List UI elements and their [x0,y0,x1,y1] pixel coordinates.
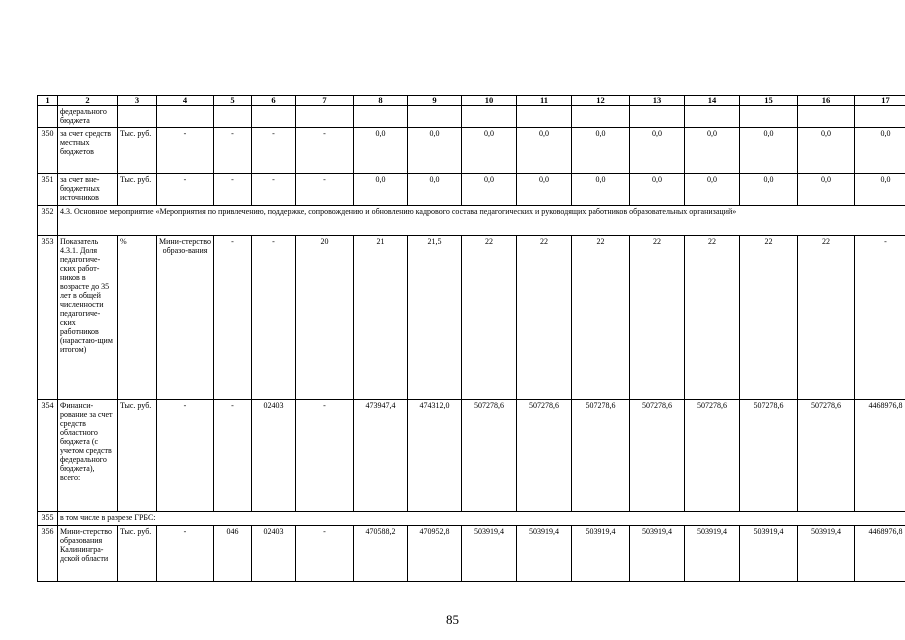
value-cell: 507278,6 [740,400,798,512]
row-number: 354 [38,400,58,512]
value-cell: 0,0 [462,128,517,174]
value-cell: 20 [296,236,354,400]
value-cell [855,106,905,128]
indicator-name: Мини-стерство образования Калинингра-дской области [58,526,118,582]
value-cell: 0,0 [408,128,462,174]
value-cell: 503919,4 [685,526,740,582]
header-row [38,96,905,106]
value-cell [462,106,517,128]
row-number: 356 [38,526,58,582]
value-cell: 22 [572,236,630,400]
table-row [38,206,905,236]
value-cell: - [296,128,354,174]
header-cell: 17 [855,96,905,106]
value-cell: 503919,4 [462,526,517,582]
value-cell [740,106,798,128]
value-cell: - [252,128,296,174]
unit-cell: Тыс. руб. [118,526,157,582]
section-title: в том числе в разрезе ГРБС: [58,512,905,526]
row-number: 352 [38,206,58,236]
unit-cell: % [118,236,157,400]
value-cell: 22 [630,236,685,400]
value-cell: 503919,4 [630,526,685,582]
value-cell [296,106,354,128]
value-cell: 22 [740,236,798,400]
responsible-cell: - [157,174,214,206]
table-row [38,236,905,400]
page-number: 85 [446,612,459,627]
value-cell: 503919,4 [740,526,798,582]
table-row [38,512,905,526]
value-cell: 02403 [252,400,296,512]
value-cell: - [214,128,252,174]
value-cell: 503919,4 [517,526,572,582]
value-cell: 507278,6 [572,400,630,512]
value-cell: 507278,6 [685,400,740,512]
value-cell: 470952,8 [408,526,462,582]
budget-table [37,95,905,582]
value-cell: 22 [462,236,517,400]
value-cell: 0,0 [685,128,740,174]
value-cell: 0,0 [354,174,408,206]
value-cell: 0,0 [517,128,572,174]
header-cell: 14 [685,96,740,106]
value-cell: - [252,174,296,206]
header-cell: 7 [296,96,354,106]
header-cell: 1 [38,96,58,106]
value-cell: 4468976,8 [855,400,905,512]
table-row [38,106,905,128]
row-number: 355 [38,512,58,526]
table-row [38,128,905,174]
value-cell: 0,0 [798,174,855,206]
unit-cell: Тыс. руб. [118,174,157,206]
header-cell: 13 [630,96,685,106]
responsible-cell: - [157,526,214,582]
table-row [38,400,905,512]
value-cell [572,106,630,128]
indicator-name: федерального бюджета [58,106,118,128]
indicator-name: Показатель 4.3.1. Доля педагогиче-ских работ-ников в возрасте до 35 лет в общей численности педагогиче-ских работников (нарастаю-щим итогом) [58,236,118,400]
value-cell [685,106,740,128]
header-cell: 9 [408,96,462,106]
header-cell: 3 [118,96,157,106]
value-cell [630,106,685,128]
header-cell: 8 [354,96,408,106]
value-cell: - [214,400,252,512]
value-cell: 474312,0 [408,400,462,512]
value-cell [354,106,408,128]
value-cell: 0,0 [740,128,798,174]
value-cell: 0,0 [630,128,685,174]
value-cell: - [252,236,296,400]
value-cell: 507278,6 [517,400,572,512]
value-cell: 0,0 [572,174,630,206]
row-number: 353 [38,236,58,400]
header-cell: 11 [517,96,572,106]
value-cell: 21 [354,236,408,400]
header-cell: 16 [798,96,855,106]
value-cell: 02403 [252,526,296,582]
value-cell: 470588,2 [354,526,408,582]
indicator-name: за счет вне-бюджетных источников [58,174,118,206]
value-cell: 0,0 [572,128,630,174]
value-cell: 22 [685,236,740,400]
indicator-name: Финанси-рование за счет средств областного бюджета (с учетом средств федерального бюджета), всего: [58,400,118,512]
value-cell: - [214,236,252,400]
value-cell: 22 [517,236,572,400]
row-number [38,106,58,128]
value-cell: 503919,4 [572,526,630,582]
header-cell: 15 [740,96,798,106]
responsible-cell [157,106,214,128]
value-cell: 507278,6 [798,400,855,512]
value-cell: 0,0 [855,174,905,206]
value-cell: - [296,174,354,206]
value-cell: 0,0 [798,128,855,174]
value-cell: 0,0 [630,174,685,206]
value-cell: 22 [798,236,855,400]
section-title: 4.3. Основное мероприятие «Мероприятия по привлечению, поддержке, сопровождению и обновлению кадрового состава педагогических и руководящих работников образовательных организаций» [58,206,905,236]
value-cell: 0,0 [855,128,905,174]
header-cell: 12 [572,96,630,106]
value-cell: 0,0 [408,174,462,206]
header-cell: 10 [462,96,517,106]
value-cell: 0,0 [740,174,798,206]
header-cell: 6 [252,96,296,106]
indicator-name: за счет средств местных бюджетов [58,128,118,174]
value-cell: - [855,236,905,400]
value-cell: 21,5 [408,236,462,400]
table-row [38,174,905,206]
value-cell [517,106,572,128]
value-cell: - [296,400,354,512]
header-cell: 4 [157,96,214,106]
responsible-cell: - [157,400,214,512]
value-cell: 4468976,8 [855,526,905,582]
responsible-cell: Мини-стерство образо-вания [157,236,214,400]
value-cell [798,106,855,128]
value-cell [252,106,296,128]
table-row [38,526,905,582]
value-cell: 507278,6 [462,400,517,512]
value-cell [408,106,462,128]
header-cell: 2 [58,96,118,106]
value-cell: 473947,4 [354,400,408,512]
unit-cell [118,106,157,128]
value-cell: 503919,4 [798,526,855,582]
unit-cell: Тыс. руб. [118,400,157,512]
row-number: 350 [38,128,58,174]
value-cell: 0,0 [462,174,517,206]
value-cell: 0,0 [354,128,408,174]
unit-cell: Тыс. руб. [118,128,157,174]
value-cell: 046 [214,526,252,582]
value-cell: - [296,526,354,582]
value-cell: - [214,174,252,206]
value-cell: 507278,6 [630,400,685,512]
row-number: 351 [38,174,58,206]
value-cell [214,106,252,128]
header-cell: 5 [214,96,252,106]
responsible-cell: - [157,128,214,174]
value-cell: 0,0 [517,174,572,206]
value-cell: 0,0 [685,174,740,206]
